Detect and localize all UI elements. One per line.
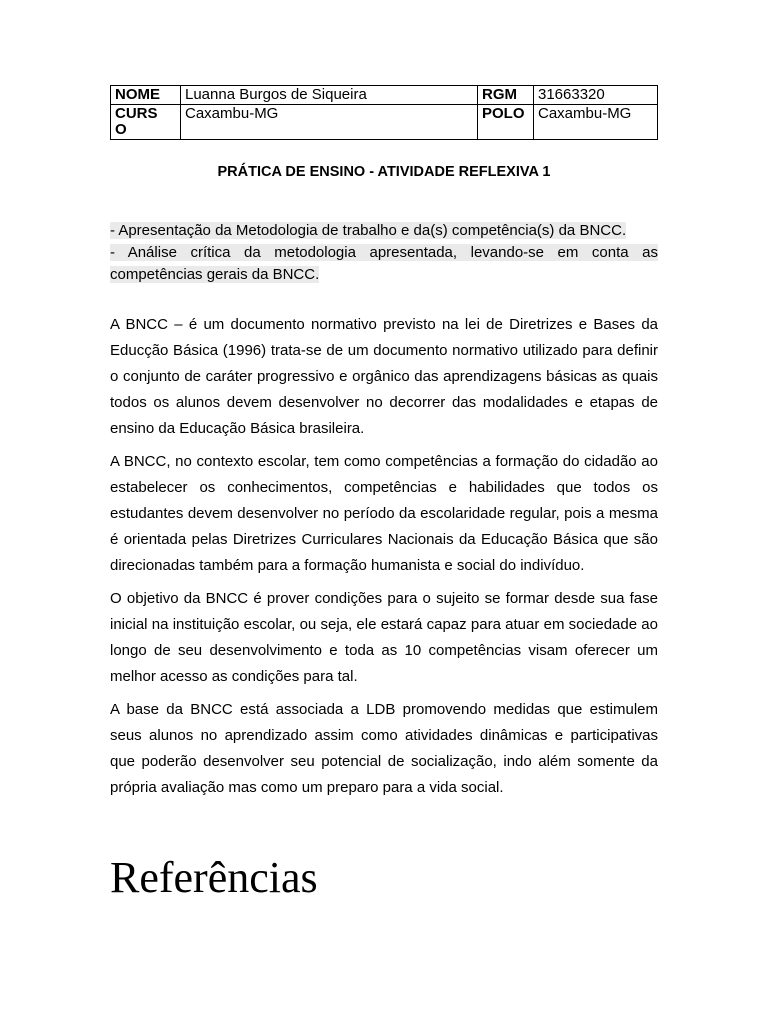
paragraph: O objetivo da BNCC é prover condições para o sujeito se formar desde sua fase inicial na instituição escolar, ou seja, ele estará capaz para atuar em sociedade ao longo de seu desenvolvimento e toda as 10 competências visam oferecer um melhor acesso as condições para tal.	[110, 590, 658, 685]
paragraph: A base da BNCC está associada a LDB promovendo medidas que estimulem seus alunos no aprendizado assim como atividades dinâmicas e participativas que poderão desenvolver seu potencial de socialização, indo além somente da própria avaliação mas como um preparo para a vida social.	[110, 701, 658, 796]
rgm-value: 31663320	[534, 86, 658, 105]
intro-line: - Apresentação da Metodologia de trabalho e da(s) competência(s) da BNCC.	[110, 222, 627, 239]
student-info-table	[110, 85, 658, 140]
paragraph: A BNCC, no contexto escolar, tem como competências a formação do cidadão ao estabelecer os conhecimentos, competências e habilidades que todos os estudantes devem desenvolver no período da escolaridade regular, pois a mesma é orientada pelas Diretrizes Curriculares Nacionais da Educação Básica que são direcionadas também para a formação humanista e social do indivíduo.	[110, 453, 658, 574]
polo-value: Caxambu-MG	[534, 105, 658, 140]
intro-line: - Análise crítica da metodologia apresentada, levando-se em conta as competências gerais da BNCC.	[110, 244, 658, 283]
references-heading: Referências	[110, 853, 318, 902]
paragraph: A BNCC – é um documento normativo previsto na lei de Diretrizes e Bases da Educção Básica (1996) trata-se de um documento normativo utilizado para definir o conjunto de caráter progressivo e orgânico das aprendizagens básicas as quais todos os alunos devem desenvolver no decorrer das modalidades e etapas de ensino da Educação Básica brasileira.	[110, 316, 658, 437]
course-label-line2: O	[115, 121, 127, 138]
course-value: Caxambu-MG	[181, 105, 478, 140]
rgm-label: RGM	[478, 86, 534, 105]
name-label: NOME	[111, 86, 181, 105]
name-value: Luanna Burgos de Siqueira	[181, 86, 478, 105]
document-title: PRÁTICA DE ENSINO - ATIVIDADE REFLEXIVA 1	[217, 164, 551, 180]
polo-label: POLO	[478, 105, 534, 140]
body-text	[110, 312, 658, 808]
course-label	[111, 105, 181, 140]
course-label-line1: CURS	[115, 105, 158, 122]
table-row	[111, 86, 658, 105]
intro-block	[110, 220, 658, 286]
table-row	[111, 105, 658, 140]
